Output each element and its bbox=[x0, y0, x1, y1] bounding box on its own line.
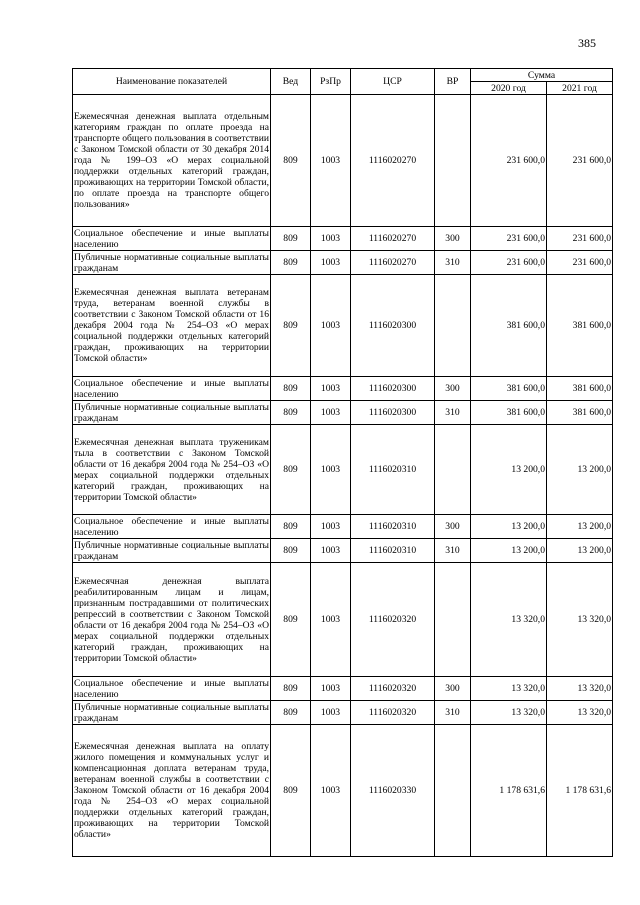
row-rzpr: 1003 bbox=[311, 515, 351, 539]
row-sum-2021: 381 600,0 bbox=[547, 275, 613, 377]
budget-table bbox=[72, 68, 613, 857]
row-rzpr: 1003 bbox=[311, 425, 351, 515]
row-ved: 809 bbox=[271, 725, 311, 857]
table-row bbox=[73, 425, 613, 515]
row-name: Ежемесячная денежная выплата труженикам тыла в соответствии с Законом Томской области от 16 декабря 2004 года № 254–ОЗ «О мерах социальной поддержки отдельных категорий граждан, проживающих на территории Томской области» bbox=[73, 425, 271, 515]
row-csr: 1116020310 bbox=[351, 425, 435, 515]
row-csr: 1116020300 bbox=[351, 275, 435, 377]
row-sum-2021: 231 600,0 bbox=[547, 95, 613, 227]
row-sum-2020: 13 200,0 bbox=[471, 515, 547, 539]
row-name: Социальное обеспечение и иные выплаты населению bbox=[74, 377, 269, 400]
row-ved: 809 bbox=[271, 227, 311, 251]
row-ved: 809 bbox=[271, 275, 311, 377]
row-name: Социальное обеспечение и иные выплаты населению bbox=[74, 677, 269, 700]
row-ved: 809 bbox=[271, 539, 311, 563]
row-ved: 809 bbox=[271, 701, 311, 725]
row-rzpr: 1003 bbox=[311, 227, 351, 251]
row-sum-2020: 381 600,0 bbox=[471, 401, 547, 425]
row-rzpr: 1003 bbox=[311, 275, 351, 377]
row-vr: 310 bbox=[435, 251, 471, 275]
row-sum-2021: 13 320,0 bbox=[547, 563, 613, 677]
row-name: Публичные нормативные социальные выплаты гражданам bbox=[74, 401, 269, 424]
row-csr: 1116020320 bbox=[351, 677, 435, 701]
row-name: Публичные нормативные социальные выплаты гражданам bbox=[74, 539, 269, 562]
header-2021: 2021 год bbox=[547, 82, 613, 95]
row-vr: 300 bbox=[435, 377, 471, 401]
table-row bbox=[73, 227, 613, 251]
row-csr: 1116020270 bbox=[351, 251, 435, 275]
row-sum-2020: 381 600,0 bbox=[471, 275, 547, 377]
row-name: Публичные нормативные социальные выплаты гражданам bbox=[74, 251, 269, 274]
row-sum-2020: 231 600,0 bbox=[471, 227, 547, 251]
row-vr: 300 bbox=[435, 515, 471, 539]
table-row bbox=[73, 701, 613, 725]
row-vr: 310 bbox=[435, 401, 471, 425]
row-rzpr: 1003 bbox=[311, 251, 351, 275]
row-name: Социальное обеспечение и иные выплаты населению bbox=[74, 227, 269, 250]
row-sum-2020: 13 320,0 bbox=[471, 701, 547, 725]
row-ved: 809 bbox=[271, 377, 311, 401]
row-csr: 1116020330 bbox=[351, 725, 435, 857]
row-name: Ежемесячная денежная выплата ветеранам труда, ветеранам военной службы в соответствии с Законом Томской области от 16 декабря 2004 года № 254–ОЗ «О мерах социальной поддержки отдельных категорий граждан, проживающих на территории Томской области» bbox=[73, 275, 271, 377]
row-csr: 1116020270 bbox=[351, 227, 435, 251]
row-csr: 1116020320 bbox=[351, 701, 435, 725]
row-sum-2020: 1 178 631,6 bbox=[471, 725, 547, 857]
table-row bbox=[73, 563, 613, 677]
row-sum-2021: 13 200,0 bbox=[547, 425, 613, 515]
header-csr: ЦСР bbox=[351, 69, 435, 95]
table-row bbox=[73, 275, 613, 377]
row-rzpr: 1003 bbox=[311, 377, 351, 401]
row-sum-2021: 13 200,0 bbox=[547, 515, 613, 539]
table-row bbox=[73, 725, 613, 857]
row-name: Ежемесячная денежная выплата реабилитированным лицам и лицам, признанным пострадавшими от политических репрессий в соответствии с Законом Томской области от 16 декабря 2004 года № 254–ОЗ «О мерах социальной поддержки отдельных категорий граждан, проживающих на территории Томской области» bbox=[73, 563, 271, 677]
table-row bbox=[73, 95, 613, 227]
row-ved: 809 bbox=[271, 401, 311, 425]
row-rzpr: 1003 bbox=[311, 539, 351, 563]
row-sum-2021: 381 600,0 bbox=[547, 377, 613, 401]
table-row bbox=[73, 515, 613, 539]
header-2020: 2020 год bbox=[471, 82, 547, 95]
header-ved: Вед bbox=[271, 69, 311, 95]
table-row bbox=[73, 401, 613, 425]
header-rzpr: РзПр bbox=[311, 69, 351, 95]
row-sum-2021: 13 320,0 bbox=[547, 701, 613, 725]
row-sum-2020: 13 200,0 bbox=[471, 425, 547, 515]
table-row bbox=[73, 677, 613, 701]
row-vr: 310 bbox=[435, 539, 471, 563]
row-sum-2021: 13 320,0 bbox=[547, 677, 613, 701]
row-rzpr: 1003 bbox=[311, 701, 351, 725]
row-csr: 1116020310 bbox=[351, 515, 435, 539]
row-vr bbox=[435, 725, 471, 857]
table-row bbox=[73, 539, 613, 563]
row-vr bbox=[435, 95, 471, 227]
row-vr bbox=[435, 425, 471, 515]
row-csr: 1116020320 bbox=[351, 563, 435, 677]
row-name: Социальное обеспечение и иные выплаты населению bbox=[74, 515, 269, 538]
row-vr: 300 bbox=[435, 227, 471, 251]
row-vr: 310 bbox=[435, 701, 471, 725]
row-rzpr: 1003 bbox=[311, 725, 351, 857]
header-sum: Сумма bbox=[471, 69, 613, 82]
row-sum-2021: 381 600,0 bbox=[547, 401, 613, 425]
row-ved: 809 bbox=[271, 563, 311, 677]
row-ved: 809 bbox=[271, 251, 311, 275]
row-vr: 300 bbox=[435, 677, 471, 701]
row-name: Ежемесячная денежная выплата на оплату жилого помещения и коммунальных услуг и компенсационная доплата ветеранам труда, ветеранам военной службы в соответствии с Законом Томской области от 16 декабря 2004 года № 254–ОЗ «О мерах социальной поддержки отдельных категорий граждан, проживающих на территории Томской области» bbox=[73, 725, 271, 857]
row-sum-2020: 13 320,0 bbox=[471, 563, 547, 677]
row-rzpr: 1003 bbox=[311, 95, 351, 227]
table-row bbox=[73, 251, 613, 275]
row-csr: 1116020310 bbox=[351, 539, 435, 563]
row-sum-2020: 231 600,0 bbox=[471, 95, 547, 227]
row-sum-2020: 231 600,0 bbox=[471, 251, 547, 275]
row-csr: 1116020300 bbox=[351, 377, 435, 401]
row-ved: 809 bbox=[271, 677, 311, 701]
row-ved: 809 bbox=[271, 95, 311, 227]
row-vr bbox=[435, 563, 471, 677]
page-number: 385 bbox=[578, 36, 596, 50]
row-sum-2021: 231 600,0 bbox=[547, 251, 613, 275]
table-row bbox=[73, 377, 613, 401]
row-rzpr: 1003 bbox=[311, 401, 351, 425]
row-sum-2020: 13 320,0 bbox=[471, 677, 547, 701]
header-vr: ВР bbox=[435, 69, 471, 95]
row-sum-2021: 13 200,0 bbox=[547, 539, 613, 563]
row-sum-2021: 1 178 631,6 bbox=[547, 725, 613, 857]
header-name: Наименование показателей bbox=[73, 69, 271, 95]
row-ved: 809 bbox=[271, 425, 311, 515]
row-vr bbox=[435, 275, 471, 377]
row-sum-2021: 231 600,0 bbox=[547, 227, 613, 251]
row-csr: 1116020270 bbox=[351, 95, 435, 227]
row-name: Публичные нормативные социальные выплаты гражданам bbox=[74, 701, 269, 724]
row-rzpr: 1003 bbox=[311, 563, 351, 677]
row-ved: 809 bbox=[271, 515, 311, 539]
table-body bbox=[73, 95, 613, 857]
table-header bbox=[73, 69, 613, 95]
row-sum-2020: 13 200,0 bbox=[471, 539, 547, 563]
row-rzpr: 1003 bbox=[311, 677, 351, 701]
row-name: Ежемесячная денежная выплата отдельным категориям граждан по оплате проезда на транспорте общего пользования в соответствии с Законом Томской области от 30 декабря 2014 года № 199–ОЗ «О мерах социальной поддержки отдельных категорий граждан, проживающих на территории Томской области, по оплате проезда на транспорте общего пользования» bbox=[73, 95, 271, 227]
row-csr: 1116020300 bbox=[351, 401, 435, 425]
row-sum-2020: 381 600,0 bbox=[471, 377, 547, 401]
